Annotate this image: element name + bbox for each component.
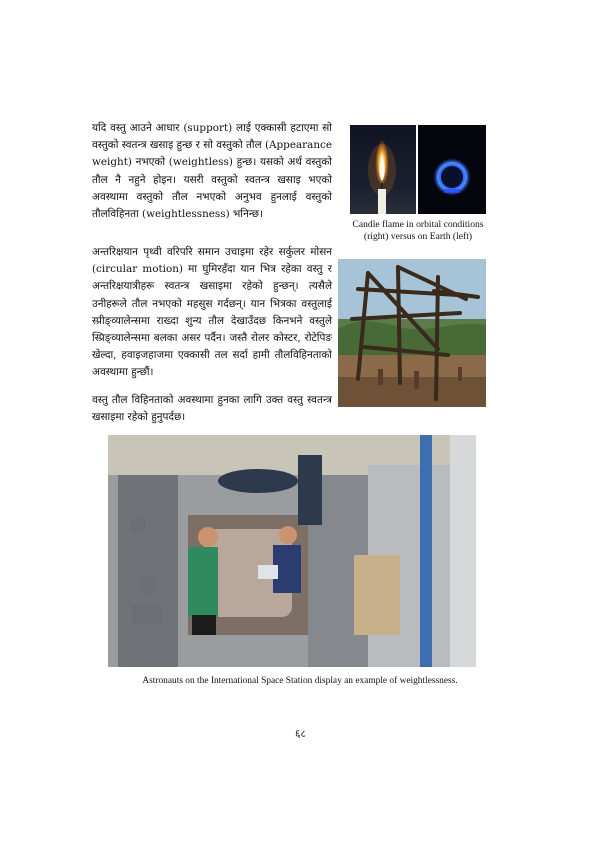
candle-flame-figure xyxy=(350,125,486,214)
wooden-swing-tower-photo xyxy=(338,259,486,407)
iss-photo-caption: Astronauts on the International Space Station display an example of weightlessness. xyxy=(142,676,458,686)
paragraph-free-fall-condition: वस्तु तौल विहिनताको अवस्थामा हुनका लागि उक्त वस्तु स्वतन्त्र खसाइमा रहेको हुनुपर्दछ। xyxy=(92,394,332,424)
orbital-candle-flame-image xyxy=(418,125,486,214)
iss-astronauts-photo xyxy=(108,435,476,667)
candle-flame-caption: Candle flame in orbital conditions (right) versus on Earth (left) xyxy=(352,219,484,242)
page-number: ६८ xyxy=(295,728,306,740)
earth-candle-flame-image xyxy=(350,125,416,214)
paragraph-spacecraft-orbit: अन्तरिक्षयान पृथ्वी वरिपरि समान उचाइमा रहेर सर्कुलर मोसन (circular motion) मा घुमिरहँदा यान भित्र रहेका वस्तु र अन्तरिक्षयात्रीहरू स्वतन्त्र खसाइमा रहेको हुन्छन्। त्यसैले उनीहरूले तौल नभएको महसुस गर्दछन्। यान भित्रका वस्तुलाई स्प्रीङ्व्यालेन्समा राख्दा शुन्य तौल देखाउँदछ किनभने वस्तुले स्प्रिङ्व्यालेन्समा बलका असर पर्दैन। जस्तै रोलर कोस्टर, रोटेपिङ खेल्दा, हवाइजहाजमा एक्कासी तल सर्दा हामी तौलविहिनताको अवस्थामा हुन्छौं। xyxy=(92,246,332,379)
paragraph-support-removal: यदि वस्तु आउने आधार (support) लाई एक्कासी हटाएमा सो वस्तुको स्वतन्त्र खसाइ हुन्छ र सो वस्तुको तौल (Appearance weight) नभएको (weightless) हुन्छ। यसको अर्थ वस्तुको तौल नै नहुने होइन। यसरी वस्तुको स्वतन्त्र खसाइ भएको अवस्थामा वस्तुको तौल नभएको अनुभव हुनलाई वस्तुको तौलविहिनता (weightlessness) भनिन्छ। xyxy=(92,122,332,221)
